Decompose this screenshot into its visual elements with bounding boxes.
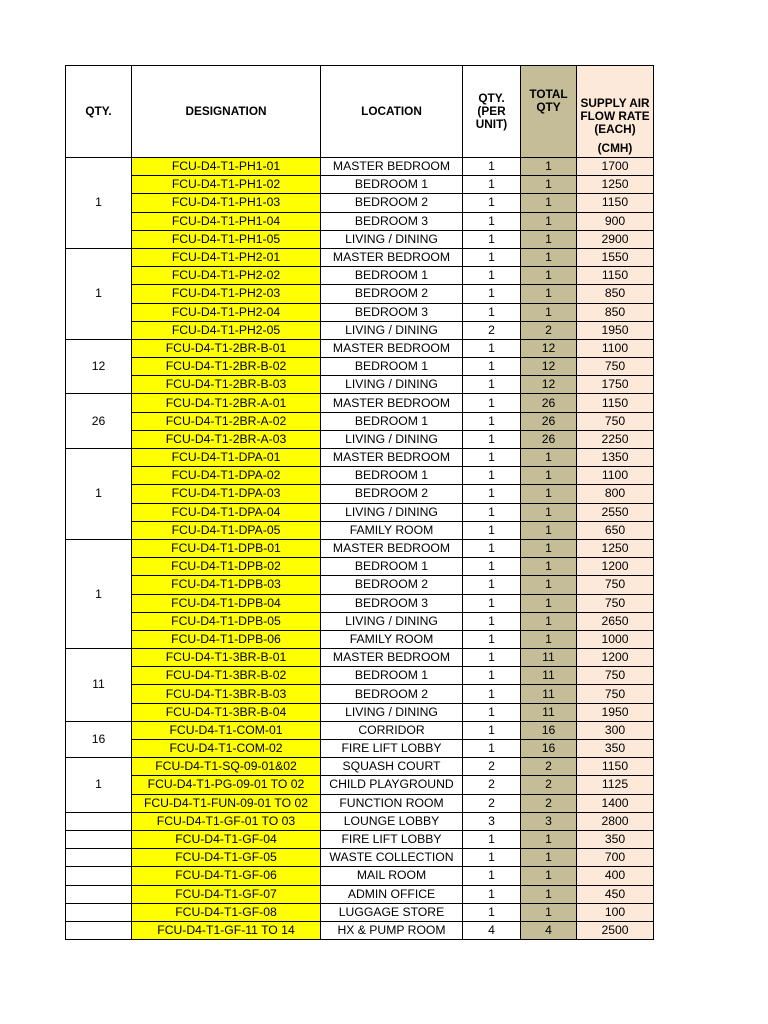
designation-cell: FCU-D4-T1-PH1-05 [132,230,321,248]
qty-per-unit-cell: 1 [463,485,521,503]
total-qty-cell: 26 [521,394,577,412]
group-qty-cell [66,867,132,885]
supply-air-flow-cell: 2550 [577,503,654,521]
qty-per-unit-cell: 1 [463,158,521,176]
designation-cell: FCU-D4-T1-PH1-03 [132,194,321,212]
supply-air-flow-cell: 1150 [577,194,654,212]
table-row [66,630,654,648]
total-qty-cell: 1 [521,285,577,303]
designation-cell: FCU-D4-T1-DPB-01 [132,539,321,557]
total-qty-cell: 11 [521,703,577,721]
table-row [66,158,654,176]
table-row [66,539,654,557]
header-total-qty [521,66,577,158]
location-cell: HX & PUMP ROOM [321,921,463,939]
total-qty-cell: 1 [521,449,577,467]
qty-per-unit-cell: 1 [463,740,521,758]
location-cell: BEDROOM 3 [321,212,463,230]
supply-air-flow-cell: 2650 [577,612,654,630]
location-cell: BEDROOM 2 [321,685,463,703]
designation-cell: FCU-D4-T1-GF-06 [132,867,321,885]
header-supply-air-line-1: SUPPLY AIR [580,96,650,110]
supply-air-flow-cell: 1150 [577,267,654,285]
table-row [66,285,654,303]
qty-per-unit-cell: 1 [463,449,521,467]
supply-air-flow-cell: 1125 [577,776,654,794]
header-total-qty-line-1: TOTAL [529,87,568,101]
table-row [66,594,654,612]
designation-cell: FCU-D4-T1-PH1-01 [132,158,321,176]
group-qty-cell: 11 [66,649,132,722]
location-cell: BEDROOM 3 [321,594,463,612]
supply-air-flow-cell: 1000 [577,630,654,648]
header-location: LOCATION [321,66,463,158]
qty-per-unit-cell: 1 [463,885,521,903]
group-qty-cell: 1 [66,449,132,540]
designation-cell: FCU-D4-T1-3BR-B-01 [132,649,321,667]
group-qty-cell: 16 [66,721,132,757]
qty-per-unit-cell: 1 [463,194,521,212]
designation-cell: FCU-D4-T1-GF-08 [132,903,321,921]
total-qty-cell: 1 [521,612,577,630]
table-row [66,412,654,430]
designation-cell: FCU-D4-T1-PG-09-01 TO 02 [132,776,321,794]
total-qty-cell: 1 [521,503,577,521]
qty-per-unit-cell: 4 [463,921,521,939]
supply-air-flow-cell: 750 [577,412,654,430]
total-qty-cell: 16 [521,740,577,758]
location-cell: BEDROOM 2 [321,485,463,503]
location-cell: MASTER BEDROOM [321,394,463,412]
total-qty-cell: 12 [521,376,577,394]
location-cell: BEDROOM 2 [321,285,463,303]
supply-air-flow-cell: 1150 [577,758,654,776]
supply-air-flow-cell: 1950 [577,321,654,339]
designation-cell: FCU-D4-T1-3BR-B-04 [132,703,321,721]
location-cell: LIVING / DINING [321,321,463,339]
supply-air-flow-cell: 1250 [577,539,654,557]
qty-per-unit-cell: 1 [463,358,521,376]
supply-air-flow-cell: 1950 [577,703,654,721]
supply-air-flow-cell: 100 [577,903,654,921]
location-cell: BEDROOM 1 [321,667,463,685]
qty-per-unit-cell: 3 [463,812,521,830]
location-cell: LIVING / DINING [321,430,463,448]
group-qty-cell: 1 [66,248,132,339]
qty-per-unit-cell: 1 [463,612,521,630]
qty-per-unit-cell: 1 [463,667,521,685]
table-row [66,376,654,394]
location-cell: MASTER BEDROOM [321,248,463,266]
total-qty-cell: 12 [521,339,577,357]
supply-air-flow-cell: 1550 [577,248,654,266]
qty-per-unit-cell: 1 [463,830,521,848]
total-qty-cell: 1 [521,539,577,557]
total-qty-cell: 26 [521,412,577,430]
table-row [66,812,654,830]
location-cell: MASTER BEDROOM [321,158,463,176]
table-row [66,394,654,412]
header-qty-per-unit-line-3: UNIT) [475,117,508,131]
total-qty-cell: 11 [521,667,577,685]
group-qty-cell [66,830,132,848]
designation-cell: FCU-D4-T1-PH2-01 [132,248,321,266]
designation-cell: FCU-D4-T1-GF-01 TO 03 [132,812,321,830]
table-row [66,558,654,576]
designation-cell: FCU-D4-T1-DPB-04 [132,594,321,612]
group-qty-cell [66,885,132,903]
table-row [66,230,654,248]
location-cell: FUNCTION ROOM [321,794,463,812]
qty-per-unit-cell: 1 [463,576,521,594]
table-row [66,521,654,539]
table-row [66,776,654,794]
location-cell: LIVING / DINING [321,376,463,394]
designation-cell: FCU-D4-T1-FUN-09-01 TO 02 [132,794,321,812]
supply-air-flow-cell: 1700 [577,158,654,176]
supply-air-flow-cell: 350 [577,740,654,758]
location-cell: BEDROOM 1 [321,358,463,376]
designation-cell: FCU-D4-T1-COM-01 [132,721,321,739]
supply-air-flow-cell: 700 [577,849,654,867]
table-row [66,885,654,903]
total-qty-cell: 1 [521,176,577,194]
header-unit-cmh: (CMH) [577,139,654,158]
supply-air-flow-cell: 900 [577,212,654,230]
total-qty-cell: 11 [521,649,577,667]
designation-cell: FCU-D4-T1-2BR-A-03 [132,430,321,448]
table-row [66,485,654,503]
table-row [66,212,654,230]
designation-cell: FCU-D4-T1-DPA-05 [132,521,321,539]
supply-air-flow-cell: 750 [577,358,654,376]
total-qty-cell: 1 [521,230,577,248]
total-qty-cell: 11 [521,685,577,703]
supply-air-flow-cell: 850 [577,285,654,303]
total-qty-cell: 16 [521,721,577,739]
qty-per-unit-cell: 1 [463,867,521,885]
location-cell: BEDROOM 2 [321,194,463,212]
location-cell: BEDROOM 1 [321,558,463,576]
supply-air-flow-cell: 1200 [577,558,654,576]
qty-per-unit-cell: 1 [463,467,521,485]
header-qty-per-unit [463,66,521,158]
total-qty-cell: 1 [521,903,577,921]
qty-per-unit-cell: 1 [463,376,521,394]
total-qty-cell: 1 [521,521,577,539]
table-row [66,758,654,776]
supply-air-flow-cell: 2800 [577,812,654,830]
qty-per-unit-cell: 1 [463,394,521,412]
qty-per-unit-cell: 1 [463,248,521,266]
designation-cell: FCU-D4-T1-DPA-03 [132,485,321,503]
header-supply-air-flow [577,66,654,140]
qty-per-unit-cell: 1 [463,594,521,612]
table-row [66,612,654,630]
supply-air-flow-cell: 750 [577,685,654,703]
supply-air-flow-cell: 450 [577,885,654,903]
designation-cell: FCU-D4-T1-PH2-02 [132,267,321,285]
designation-cell: FCU-D4-T1-2BR-A-01 [132,394,321,412]
supply-air-flow-cell: 650 [577,521,654,539]
designation-cell: FCU-D4-T1-2BR-B-03 [132,376,321,394]
table-row [66,194,654,212]
designation-cell: FCU-D4-T1-GF-07 [132,885,321,903]
qty-per-unit-cell: 1 [463,412,521,430]
group-qty-cell: 1 [66,758,132,813]
location-cell: MASTER BEDROOM [321,339,463,357]
group-qty-cell [66,849,132,867]
location-cell: BEDROOM 1 [321,176,463,194]
table-row [66,685,654,703]
total-qty-cell: 2 [521,758,577,776]
total-qty-cell: 1 [521,885,577,903]
header-total-qty-line-2: QTY [536,100,561,114]
qty-per-unit-cell: 1 [463,285,521,303]
table-row [66,649,654,667]
location-cell: FIRE LIFT LOBBY [321,830,463,848]
location-cell: LIVING / DINING [321,503,463,521]
location-cell: WASTE COLLECTION [321,849,463,867]
table-row [66,339,654,357]
qty-per-unit-cell: 2 [463,794,521,812]
designation-cell: FCU-D4-T1-DPB-02 [132,558,321,576]
total-qty-cell: 3 [521,812,577,830]
qty-per-unit-cell: 1 [463,685,521,703]
qty-per-unit-cell: 1 [463,630,521,648]
total-qty-cell: 1 [521,867,577,885]
designation-cell: FCU-D4-T1-DPB-03 [132,576,321,594]
total-qty-cell: 1 [521,467,577,485]
total-qty-cell: 2 [521,776,577,794]
supply-air-flow-cell: 350 [577,830,654,848]
group-qty-cell: 1 [66,539,132,648]
location-cell: LIVING / DINING [321,703,463,721]
group-qty-cell [66,921,132,939]
supply-air-flow-cell: 1100 [577,339,654,357]
designation-cell: FCU-D4-T1-SQ-09-01&02 [132,758,321,776]
designation-cell: FCU-D4-T1-2BR-B-02 [132,358,321,376]
table-row [66,358,654,376]
supply-air-flow-cell: 2500 [577,921,654,939]
qty-per-unit-cell: 1 [463,849,521,867]
header-supply-air-line-3: (EACH) [594,122,636,136]
table-row [66,867,654,885]
total-qty-cell: 1 [521,576,577,594]
location-cell: MASTER BEDROOM [321,539,463,557]
designation-cell: FCU-D4-T1-3BR-B-03 [132,685,321,703]
table-row [66,849,654,867]
designation-cell: FCU-D4-T1-3BR-B-02 [132,667,321,685]
total-qty-cell: 1 [521,194,577,212]
header-qty: QTY. [66,66,132,158]
table-row [66,248,654,266]
designation-cell: FCU-D4-T1-PH2-04 [132,303,321,321]
total-qty-cell: 1 [521,630,577,648]
supply-air-flow-cell: 2900 [577,230,654,248]
supply-air-flow-cell: 800 [577,485,654,503]
location-cell: SQUASH COURT [321,758,463,776]
table-row [66,176,654,194]
qty-per-unit-cell: 1 [463,212,521,230]
group-qty-cell: 26 [66,394,132,449]
supply-air-flow-cell: 750 [577,667,654,685]
location-cell: BEDROOM 3 [321,303,463,321]
supply-air-flow-cell: 300 [577,721,654,739]
total-qty-cell: 4 [521,921,577,939]
supply-air-flow-cell: 2250 [577,430,654,448]
qty-per-unit-cell: 1 [463,521,521,539]
qty-per-unit-cell: 1 [463,176,521,194]
total-qty-cell: 1 [521,303,577,321]
qty-per-unit-cell: 1 [463,703,521,721]
designation-cell: FCU-D4-T1-DPB-06 [132,630,321,648]
designation-cell: FCU-D4-T1-2BR-A-02 [132,412,321,430]
table-row [66,576,654,594]
supply-air-flow-cell: 1150 [577,394,654,412]
qty-per-unit-cell: 1 [463,267,521,285]
location-cell: LUGGAGE STORE [321,903,463,921]
supply-air-flow-cell: 850 [577,303,654,321]
qty-per-unit-cell: 1 [463,539,521,557]
table-row [66,430,654,448]
table-row [66,467,654,485]
total-qty-cell: 1 [521,485,577,503]
supply-air-flow-cell: 1250 [577,176,654,194]
supply-air-flow-cell: 750 [577,576,654,594]
table-row [66,703,654,721]
location-cell: BEDROOM 2 [321,576,463,594]
qty-per-unit-cell: 1 [463,903,521,921]
designation-cell: FCU-D4-T1-DPA-01 [132,449,321,467]
designation-cell: FCU-D4-T1-2BR-B-01 [132,339,321,357]
designation-cell: FCU-D4-T1-GF-04 [132,830,321,848]
table-row [66,267,654,285]
header-supply-air-line-2: FLOW RATE [580,109,650,123]
qty-per-unit-cell: 1 [463,230,521,248]
location-cell: MASTER BEDROOM [321,449,463,467]
location-cell: CORRIDOR [321,721,463,739]
qty-per-unit-cell: 1 [463,721,521,739]
designation-cell: FCU-D4-T1-PH1-04 [132,212,321,230]
designation-cell: FCU-D4-T1-DPA-02 [132,467,321,485]
group-qty-cell [66,812,132,830]
supply-air-flow-cell: 1400 [577,794,654,812]
table-row [66,303,654,321]
table-row [66,721,654,739]
qty-per-unit-cell: 2 [463,776,521,794]
total-qty-cell: 1 [521,158,577,176]
group-qty-cell: 1 [66,158,132,249]
total-qty-cell: 2 [521,321,577,339]
total-qty-cell: 1 [521,248,577,266]
supply-air-flow-cell: 750 [577,594,654,612]
table-row [66,503,654,521]
location-cell: BEDROOM 1 [321,267,463,285]
location-cell: LIVING / DINING [321,612,463,630]
location-cell: CHILD PLAYGROUND [321,776,463,794]
location-cell: FAMILY ROOM [321,630,463,648]
qty-per-unit-cell: 1 [463,503,521,521]
supply-air-flow-cell: 1750 [577,376,654,394]
header-row [66,66,654,140]
table-row [66,794,654,812]
header-qty-per-unit-line-2: (PER [477,104,506,118]
location-cell: LOUNGE LOBBY [321,812,463,830]
qty-per-unit-cell: 1 [463,430,521,448]
supply-air-flow-cell: 1200 [577,649,654,667]
total-qty-cell: 12 [521,358,577,376]
table-row [66,667,654,685]
table-row [66,321,654,339]
supply-air-flow-cell: 1100 [577,467,654,485]
designation-cell: FCU-D4-T1-COM-02 [132,740,321,758]
fcu-schedule-table [65,65,654,940]
total-qty-cell: 1 [521,212,577,230]
header-designation: DESIGNATION [132,66,321,158]
total-qty-cell: 1 [521,830,577,848]
location-cell: FIRE LIFT LOBBY [321,740,463,758]
supply-air-flow-cell: 1350 [577,449,654,467]
location-cell: BEDROOM 1 [321,467,463,485]
qty-per-unit-cell: 1 [463,339,521,357]
table-row [66,921,654,939]
table-row [66,449,654,467]
qty-per-unit-cell: 1 [463,303,521,321]
table-row [66,830,654,848]
location-cell: BEDROOM 1 [321,412,463,430]
location-cell: MAIL ROOM [321,867,463,885]
designation-cell: FCU-D4-T1-DPA-04 [132,503,321,521]
supply-air-flow-cell: 400 [577,867,654,885]
qty-per-unit-cell: 2 [463,758,521,776]
designation-cell: FCU-D4-T1-PH1-02 [132,176,321,194]
qty-per-unit-cell: 1 [463,649,521,667]
total-qty-cell: 1 [521,267,577,285]
location-cell: FAMILY ROOM [321,521,463,539]
location-cell: ADMIN OFFICE [321,885,463,903]
location-cell: LIVING / DINING [321,230,463,248]
total-qty-cell: 1 [521,558,577,576]
table-body [66,66,654,940]
qty-per-unit-cell: 1 [463,558,521,576]
total-qty-cell: 26 [521,430,577,448]
table-row [66,740,654,758]
group-qty-cell [66,903,132,921]
designation-cell: FCU-D4-T1-GF-11 TO 14 [132,921,321,939]
group-qty-cell: 12 [66,339,132,394]
designation-cell: FCU-D4-T1-GF-05 [132,849,321,867]
table-row [66,903,654,921]
header-qty-per-unit-line-1: QTY. [478,91,505,105]
designation-cell: FCU-D4-T1-PH2-05 [132,321,321,339]
total-qty-cell: 2 [521,794,577,812]
total-qty-cell: 1 [521,594,577,612]
location-cell: MASTER BEDROOM [321,649,463,667]
designation-cell: FCU-D4-T1-DPB-05 [132,612,321,630]
designation-cell: FCU-D4-T1-PH2-03 [132,285,321,303]
total-qty-cell: 1 [521,849,577,867]
qty-per-unit-cell: 2 [463,321,521,339]
